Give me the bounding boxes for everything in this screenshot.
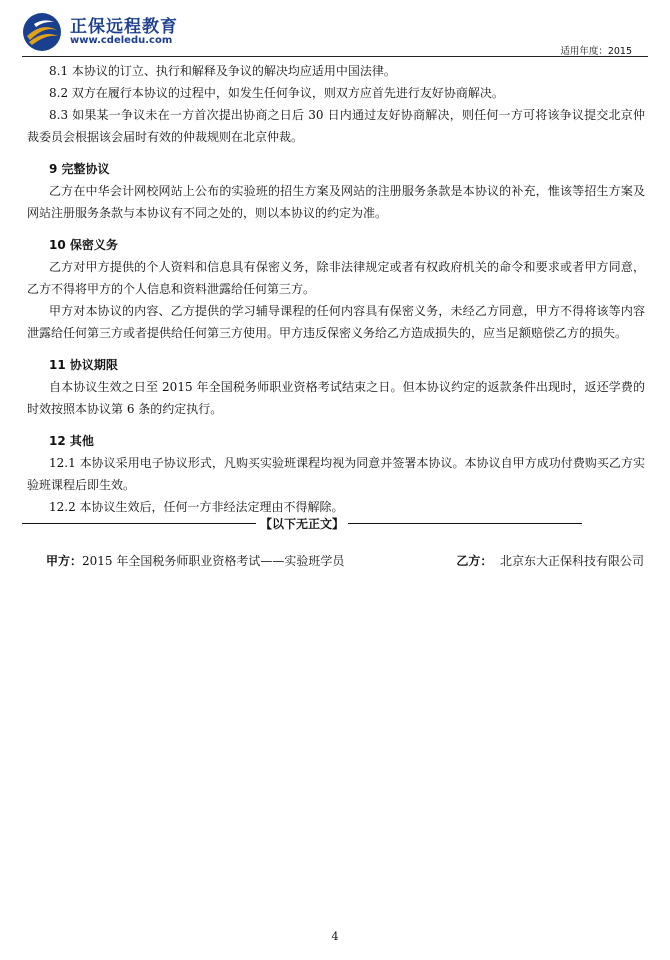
signature-row: [46, 552, 644, 569]
brand-url: www.cdeledu.com: [70, 35, 173, 46]
party-a-label: 甲方：: [46, 554, 83, 568]
end-of-text-divider: [22, 512, 582, 534]
header-divider: [22, 56, 648, 57]
brand-logo-icon: [22, 12, 62, 52]
clause-12-1: 12.1 本协议采用电子协议形式，凡购买实验班课程均视为同意并签署本协议。本协议自甲方成功付费购买乙方实验班课程后即生效。: [27, 456, 645, 492]
clause-10-1: 乙方对甲方提供的个人资料和信息具有保密义务，除非法律规定或者有权政府机关的命令和要求或者甲方同意，乙方不得将甲方的个人信息和资料泄露给任何第三方。: [27, 260, 645, 296]
year-tag: 适用年度：2015: [560, 46, 632, 57]
page-header: [0, 0, 670, 60]
party-a: [46, 552, 344, 569]
clause-8-3: 8.3 如果某一争议未在一方首次提出协商之日后 30 日内通过友好协商解决，则任何一方可将该争议提交北京仲裁委员会根据该会届时有效的仲裁规则在北京仲裁。: [27, 108, 645, 144]
end-of-text-label: 【以下无正文】: [260, 516, 345, 531]
clause-8-1: 8.1 本协议的订立、执行和解释及争议的解决均应适用中国法律。: [49, 64, 396, 78]
section-heading-12: 12 其他: [49, 434, 94, 448]
brand-name: 正保远程教育: [70, 17, 178, 37]
section-heading-9: 9 完整协议: [49, 162, 110, 176]
clause-9: 乙方在中华会计网校网站上公布的实验班的招生方案及网站的注册服务条款是本协议的补充，惟该等招生方案及网站注册服务条款与本协议有不同之处的，则以本协议的约定为准。: [27, 184, 645, 220]
page-number: 4: [331, 930, 339, 943]
section-heading-11: 11 协议期限: [49, 358, 118, 372]
clause-8-2: 8.2 双方在履行本协议的过程中，如发生任何争议，则双方应首先进行友好协商解决。: [49, 86, 504, 100]
party-b-value: 北京东大正保科技有限公司: [499, 554, 644, 568]
party-a-value: 2015 年全国税务师职业资格考试——实验班学员: [82, 554, 345, 568]
document-body: [27, 60, 645, 518]
party-b: [456, 552, 644, 569]
party-b-label: 乙方：: [456, 554, 493, 568]
clause-11: 自本协议生效之日至 2015 年全国税务师职业资格考试结束之日。但本协议约定的返款条件出现时，返还学费的时效按照本协议第 6 条的约定执行。: [27, 380, 645, 416]
clause-10-2: 甲方对本协议的内容、乙方提供的学习辅导课程的任何内容具有保密义务，未经乙方同意，甲方不得将该等内容泄露给任何第三方或者提供给任何第三方使用。甲方违反保密义务给乙方造成损失的，应当足额赔偿乙方的损失。: [27, 304, 645, 340]
clause-12-2: 12.2 本协议生效后，任何一方非经法定理由不得解除。: [49, 500, 344, 514]
divider-line-left: [22, 523, 256, 524]
section-heading-10: 10 保密义务: [49, 238, 118, 252]
divider-line-right: [348, 523, 582, 524]
